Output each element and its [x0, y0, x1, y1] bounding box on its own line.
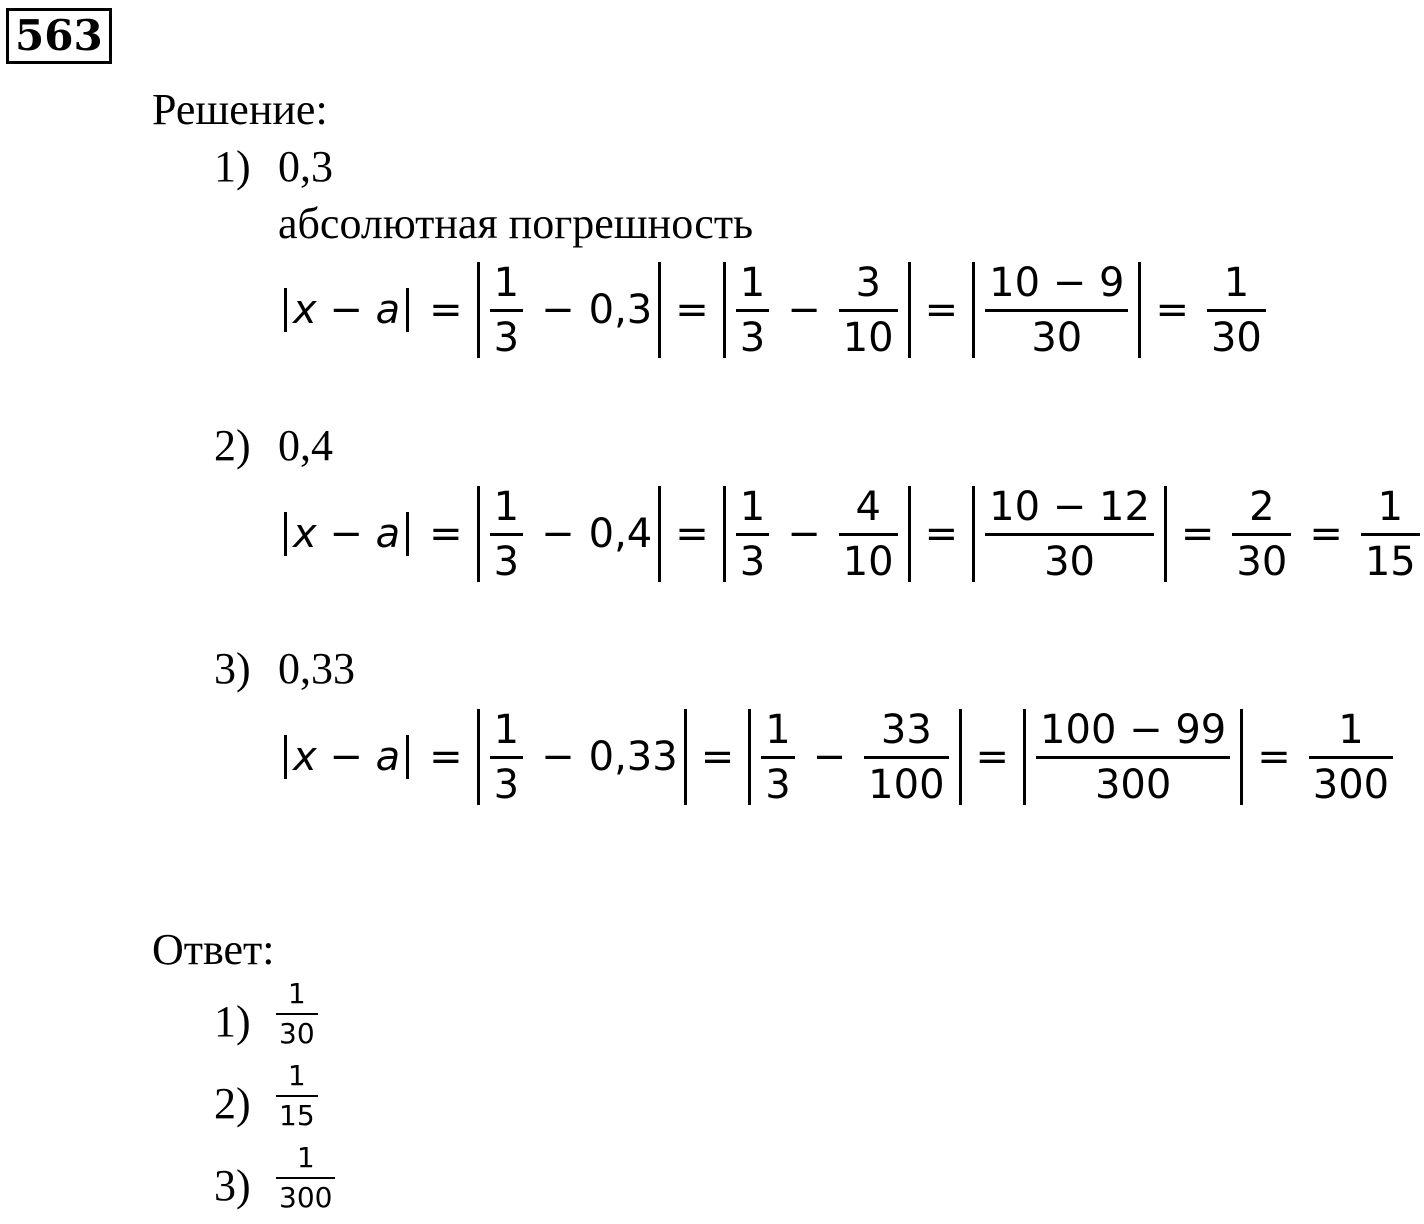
- fraction: $\frac{33}{100}$: [864, 708, 948, 807]
- abs-expression: x − a: [293, 287, 401, 333]
- result-fraction: $\frac{1}{15}$: [1361, 485, 1420, 584]
- equals-sign: =: [429, 287, 463, 333]
- item-3-equation: x − a = $\frac{1}{3}$ − 0,33 = $\frac{1}{3}$ − $\frac{33}{100}$ = $\frac{100 - 99}{300}$ = $\frac{1}{300}$: [278, 705, 1397, 809]
- solution-heading: Решение:: [152, 85, 328, 134]
- abs-group: $\frac{1}{3}$ − 0,3: [477, 261, 662, 360]
- fraction: $\frac{1}{3}$: [490, 485, 523, 584]
- abs-group: [972, 485, 1167, 584]
- fraction: $\frac{1}{3}$: [490, 261, 523, 360]
- fraction: $\frac{3}{10}$: [839, 261, 898, 360]
- problem-number: 563: [6, 8, 112, 64]
- fraction: $\frac{10 - 9}{30}$: [985, 261, 1128, 360]
- decimal-term: 0,3: [588, 287, 653, 333]
- item-1-equation: x − a = $\frac{1}{3}$ − 0,3 = $\frac{1}{3}$ − $\frac{3}{10}$ = $\frac{10 - 9}{30}$ = $\frac{1}{30}$: [278, 258, 1270, 362]
- fraction: $\frac{1}{3}$: [761, 708, 794, 807]
- answer-3-label: 3): [214, 1161, 251, 1210]
- answer-2-label: 2): [214, 1079, 251, 1128]
- abs-expression: x − a: [293, 511, 401, 557]
- item-3-value: 0,33: [278, 644, 355, 693]
- item-2-value: 0,4: [278, 421, 333, 470]
- fraction: $\frac{10 - 12}{30}$: [985, 485, 1154, 584]
- decimal-term: 0,33: [588, 734, 678, 780]
- item-2-label: 2): [214, 421, 251, 470]
- answer-heading: Ответ:: [152, 925, 275, 974]
- result-fraction: $\frac{1}{300}$: [1309, 708, 1393, 807]
- abs-group: [1023, 708, 1243, 807]
- abs-group: $\frac{1}{3}$ − $\frac{3}{10}$: [723, 261, 911, 360]
- answer-1-fraction: 1 30: [276, 978, 318, 1050]
- fraction: $\frac{1}{3}$: [736, 485, 769, 584]
- answer-1-label: 1): [214, 997, 251, 1046]
- item-2-equation: x − a = $\frac{1}{3}$ − 0,4 = $\frac{1}{3}$ − $\frac{4}{10}$ = $\frac{10 - 12}{30}$ = $\frac{2}{30}$ = $\frac{1}{15}$: [278, 482, 1424, 586]
- abs-group: $\frac{1}{3}$ − $\frac{4}{10}$: [723, 485, 911, 584]
- abs-bar: [406, 288, 409, 332]
- fraction: $\frac{1}{3}$: [736, 261, 769, 360]
- item-1-value: 0,3: [278, 142, 333, 191]
- fraction: $\frac{1}{3}$: [490, 708, 523, 807]
- item-3-label: 3): [214, 644, 251, 693]
- answer-2-fraction: 1 15: [276, 1060, 318, 1132]
- abs-group: $\frac{1}{3}$ − 0,4: [477, 485, 662, 584]
- abs-expression: x − a: [293, 734, 401, 780]
- result-fraction: $\frac{1}{30}$: [1207, 261, 1266, 360]
- item-1-label: 1): [214, 142, 251, 191]
- abs-group: [972, 261, 1141, 360]
- abs-group: $\frac{1}{3}$ − 0,33: [477, 708, 687, 807]
- result-fraction: $\frac{2}{30}$: [1232, 485, 1291, 584]
- fraction: $\frac{4}{10}$: [839, 485, 898, 584]
- abs-bar: [284, 288, 287, 332]
- decimal-term: 0,4: [588, 511, 653, 557]
- item-1-note: абсолютная погрешность: [278, 199, 754, 248]
- answer-3-fraction: 1 300: [276, 1142, 335, 1214]
- abs-group: $\frac{1}{3}$ − $\frac{33}{100}$: [748, 708, 961, 807]
- fraction: $\frac{100 - 99}{300}$: [1036, 708, 1230, 807]
